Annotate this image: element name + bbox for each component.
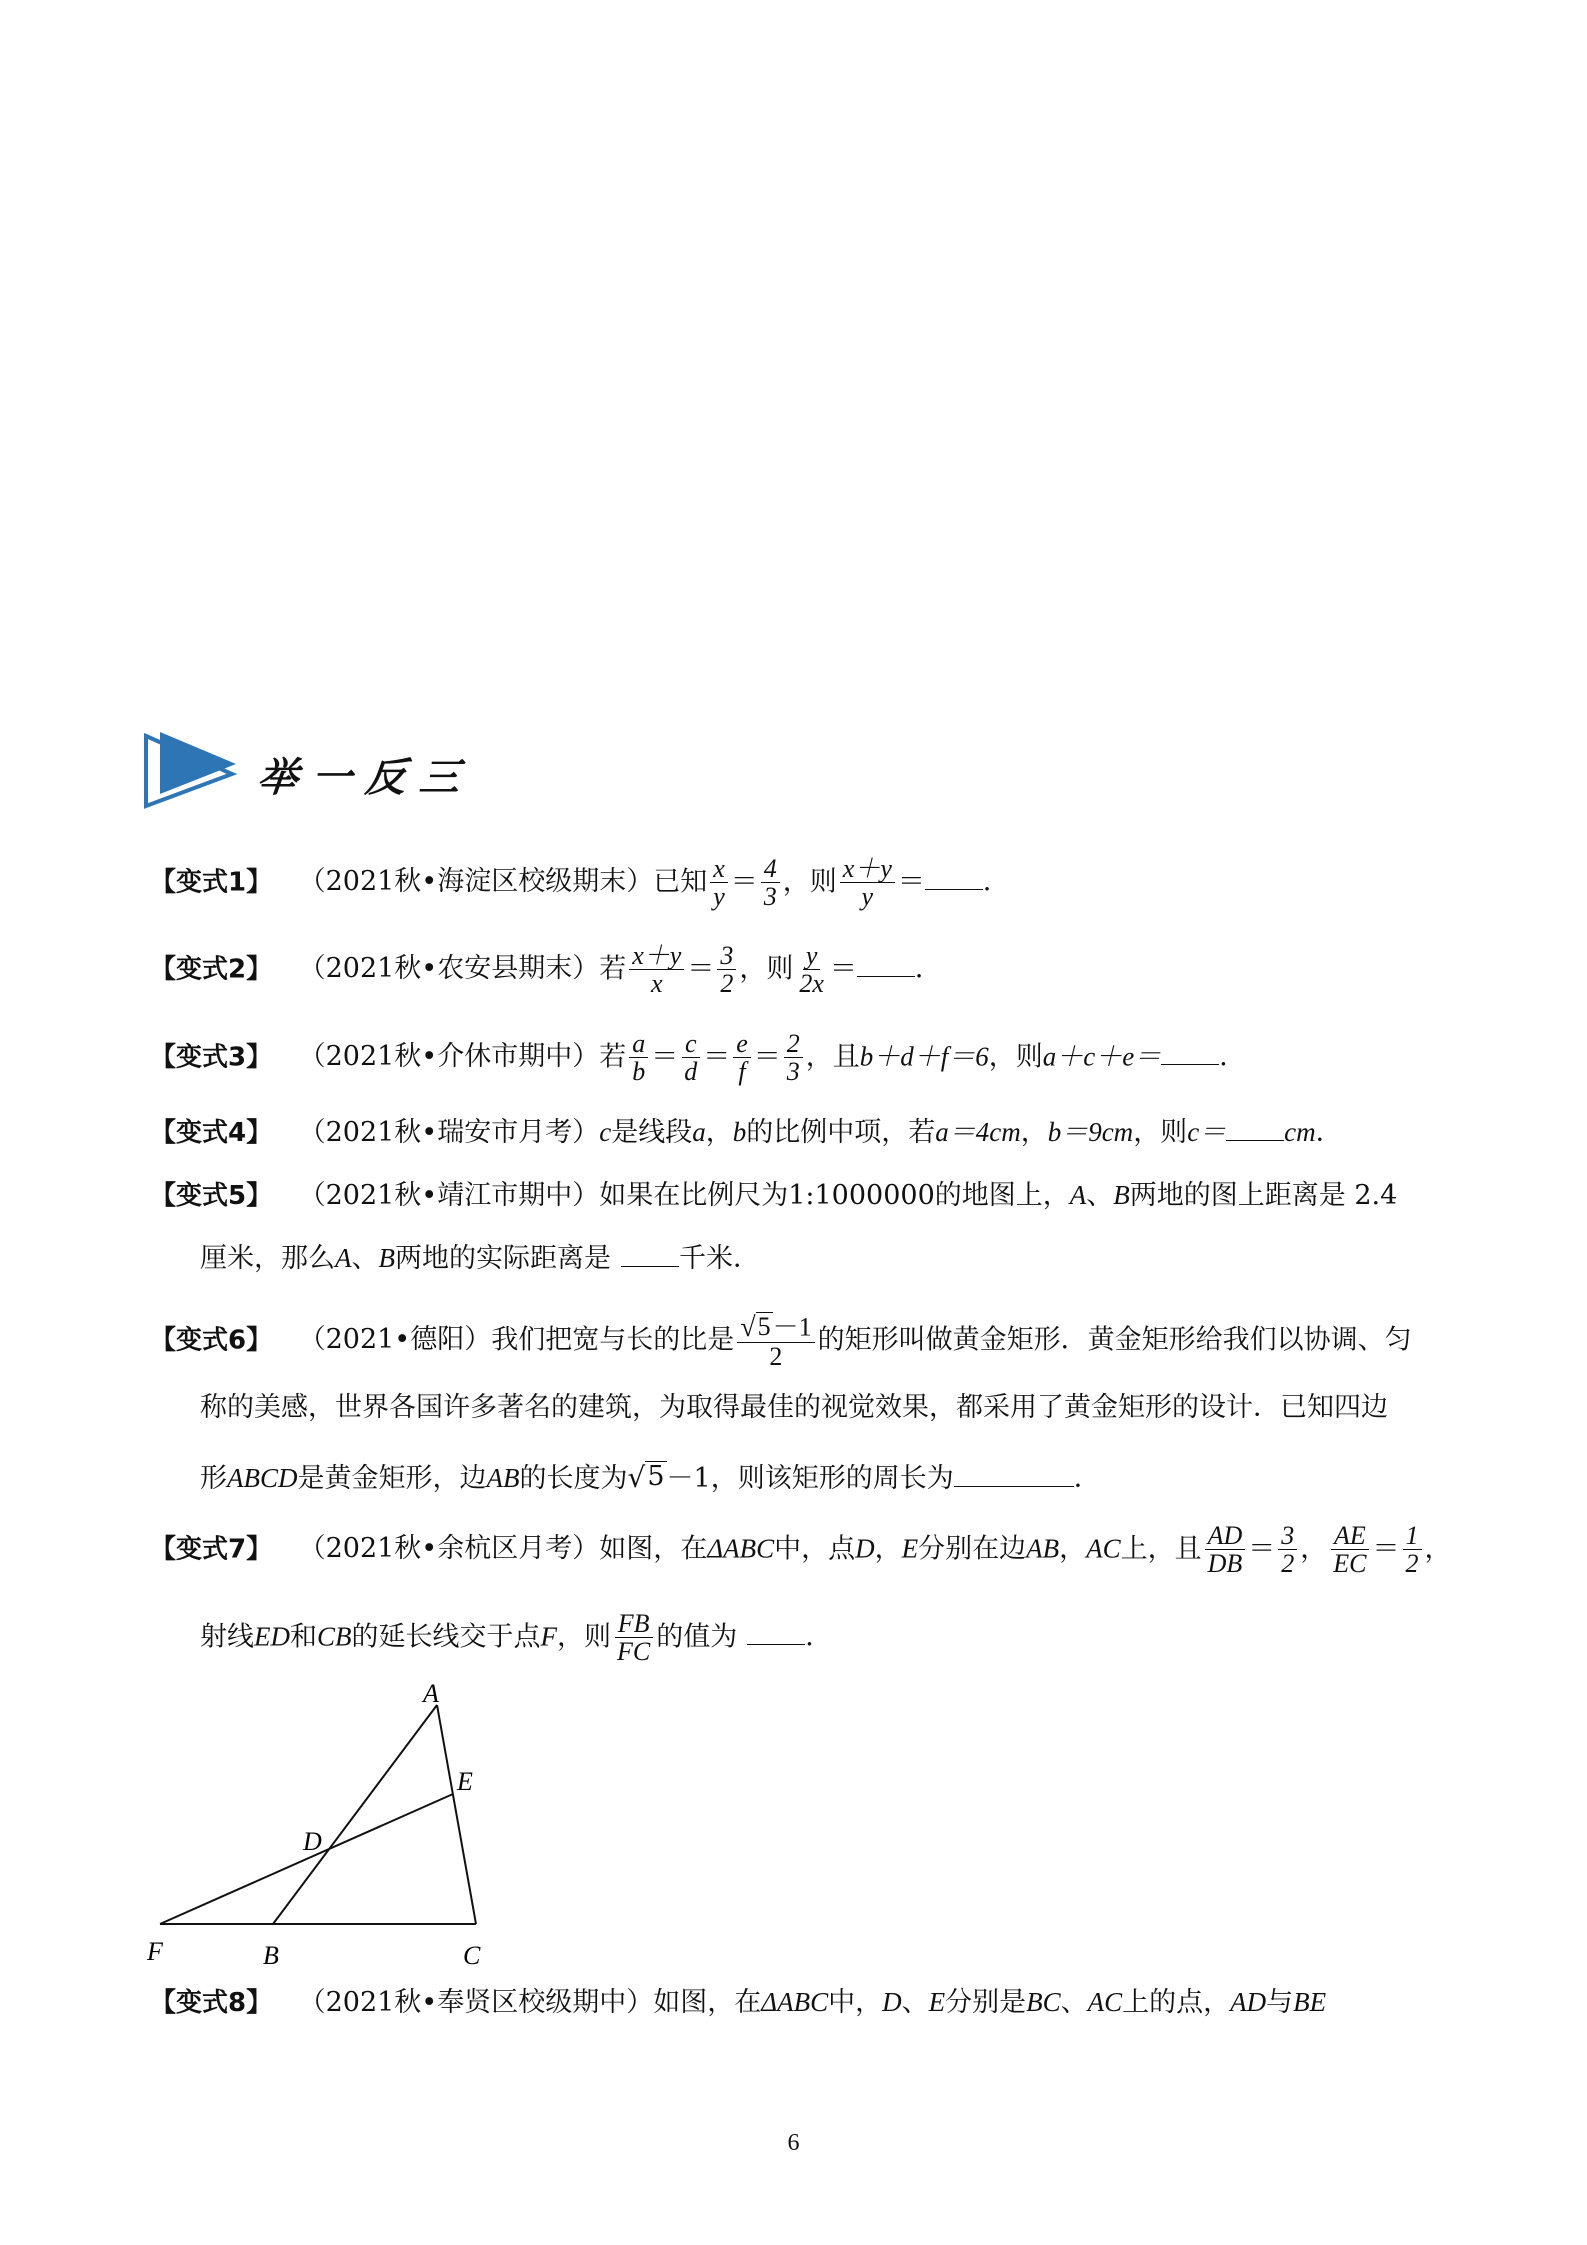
answer-blank bbox=[925, 861, 983, 890]
problem-7-cont: 射线ED和CB的延长线交于点F，则 $\frac{FB}{FC}$ 的值为 ． bbox=[200, 1609, 833, 1667]
problem-8: 【变式8】 （2021秋•奉贤区校级期中）如图，在ΔABC中，D、E分别是BC、AC上的点，AD与BE bbox=[150, 1987, 1327, 2018]
problem-label: 【变式6】 bbox=[150, 1325, 273, 1356]
problem-6: 【变式6】 （2021•德阳）我们把宽与长的比是 √ 5 －1 2 的矩形叫做黄金矩形．黄金矩形给我们以协调、匀 bbox=[150, 1311, 1412, 1371]
point-b-label: B bbox=[263, 1941, 279, 1970]
problem-label: 【变式5】 bbox=[150, 1181, 273, 1211]
section-title: 举一反三 bbox=[255, 755, 477, 801]
answer-blank bbox=[747, 1616, 805, 1645]
problem-label: 【变式7】 bbox=[150, 1534, 273, 1565]
problem-label: 【变式3】 bbox=[150, 1042, 273, 1073]
problem-4: 【变式4】 （2021秋•瑞安市月考）c是线段a，b的比例中项，若a＝4cm，b＝9cm，则c＝ cm． bbox=[150, 1112, 1343, 1153]
problem-2: 【变式2】 （2021秋•农安县期末）若 $\frac{x+y}{x}$ ＝ $\frac{3}{2}$ ，则 $\frac{y}{2x}$ ＝ ． bbox=[150, 941, 942, 999]
problem-label: 【变式2】 bbox=[150, 954, 273, 985]
problem-1: 【变式1】 （2021秋•海淀区校级期末）已知 $\frac{x}{y}$ ＝ $\frac{4}{3}$ ，则 $\frac{x+y}{y}$ ＝ ． bbox=[150, 854, 1010, 912]
point-f-label: F bbox=[147, 1937, 163, 1966]
problem-label: 【变式1】 bbox=[150, 867, 273, 898]
segment-ac bbox=[437, 1705, 476, 1924]
point-e-label: E bbox=[457, 1767, 473, 1796]
section-header bbox=[140, 728, 560, 818]
answer-blank bbox=[1226, 1112, 1284, 1141]
problem-5: 【变式5】 （2021秋•靖江市期中）如果在比例尺为1:1000000的地图上，A、B两地的图上距离是 2.4 bbox=[150, 1180, 1398, 1211]
answer-blank bbox=[857, 948, 915, 977]
point-d-label: D bbox=[303, 1827, 322, 1856]
ray-ef bbox=[160, 1794, 453, 1924]
play-arrow-icon bbox=[140, 728, 240, 818]
problem-7: 【变式7】 （2021秋•余杭区月考）如图，在ΔABC中，点D，E分别在边AB，AC上，且 $\frac{AD}{DB}$ ＝ $\frac{3}{2}$ ， $\frac{AE}{EC}$ ＝ $\frac{1}{2}$ ， bbox=[150, 1521, 1452, 1579]
problem-label: 【变式4】 bbox=[150, 1118, 273, 1148]
problem-3: 【变式3】 （2021秋•介休市期中）若 $\frac{a}{b}$ ＝ $\frac{c}{d}$ ＝ $\frac{e}{f}$ ＝ $\frac{2}{3}$ ，且b＋d＋f＝6，则a＋c＋e＝ ． bbox=[150, 1029, 1247, 1087]
problem-6-cont-2: 形ABCD是黄金矩形，边AB的长度为 √ 5 －1，则该矩形的周长为 ． bbox=[200, 1458, 1101, 1499]
answer-blank bbox=[954, 1458, 1074, 1487]
triangle-figure bbox=[145, 1680, 525, 1970]
answer-blank bbox=[621, 1238, 679, 1267]
point-a-label: A bbox=[423, 1680, 439, 1708]
segment-ab bbox=[273, 1705, 437, 1924]
point-c-label: C bbox=[463, 1941, 481, 1970]
page-number: 6 bbox=[787, 2130, 800, 2156]
answer-blank bbox=[1161, 1036, 1219, 1065]
problem-6-cont-1: 称的美感，世界各国许多著名的建筑，为取得最佳的视觉效果，都采用了黄金矩形的设计．已知四边 bbox=[200, 1392, 1388, 1423]
problem-5-cont: 厘米，那么A、B两地的实际距离是 千米． bbox=[200, 1238, 760, 1279]
problem-label: 【变式8】 bbox=[150, 1988, 273, 2018]
